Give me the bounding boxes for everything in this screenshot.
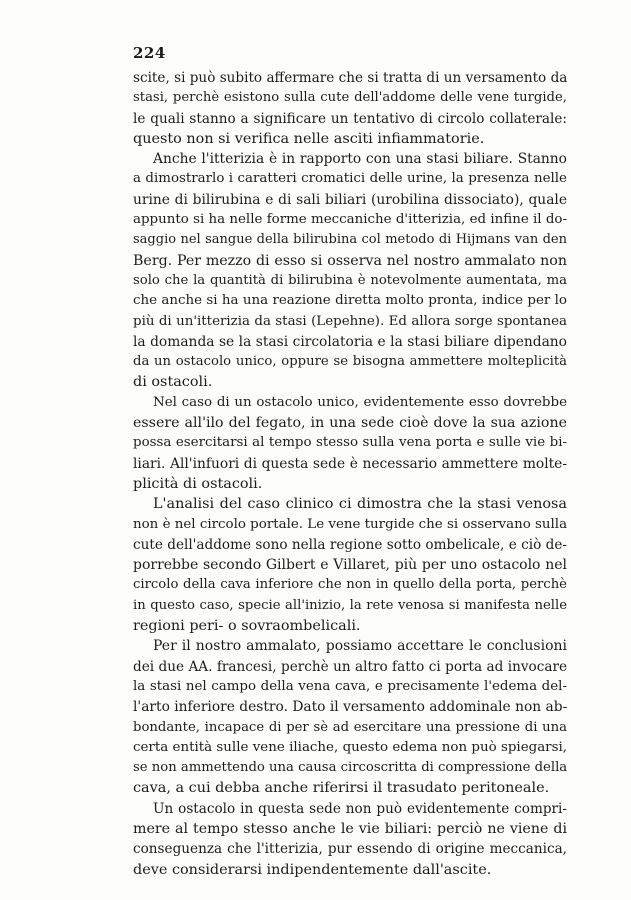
text-line: le quali stanno a significare un tentativo di circolo collaterale: — [133, 110, 567, 127]
text-line: Berg. Per mezzo di esso si osserva nel nostro ammalato non — [133, 252, 567, 269]
text-line: a dimostrarlo i caratteri cromatici delle urine, la presenza nelle — [133, 171, 567, 187]
text-line: scite, si può subito affermare che si tratta di un versamento da — [133, 70, 567, 86]
text-line: essere all'ilo del fegato, in una sede cioè dove la sua azione — [133, 415, 567, 432]
text-line: cava, a cui debba anche riferirsi il trasudato peritoneale. — [133, 780, 550, 797]
text-line: Un ostacolo in questa sede non può evidentemente compri- — [153, 800, 567, 817]
text-line: liari. All'infuori di questa sede è necessario ammettere molte- — [133, 455, 567, 472]
text-line: regioni peri- o sovraombelicali. — [133, 618, 361, 635]
body-text — [133, 68, 567, 880]
text-line: questo non si verifica nelle asciti infiammatorie. — [133, 130, 485, 147]
text-line: l'arto inferiore destro. Dato il versamento addominale non ab- — [133, 699, 567, 716]
text-line: mere al tempo stesso anche le vie biliari: perciò ne viene di — [133, 820, 567, 837]
text-line: L'analisi del caso clinico ci dimostra che la stasi venosa — [153, 496, 567, 513]
text-line: possa esercitarsi al tempo stesso sulla vena porta e sulle vie bi- — [133, 435, 567, 451]
text-line: in questo caso, specie all'inizio, la rete venosa si manifesta nelle — [133, 597, 567, 613]
text-line: la stasi nel campo della vena cava, e precisamente l'edema del- — [133, 678, 567, 694]
text-line: non è nel circolo portale. Le vene turgide che si osservano sulla — [133, 516, 567, 532]
text-line: la domanda se la stasi circolatoria e la stasi biliare dipendano — [133, 333, 567, 350]
text-line: plicità di ostacoli. — [133, 475, 263, 492]
text-line: Nel caso di un ostacolo unico, evidentemente esso dovrebbe — [153, 394, 567, 410]
text-line: stasi, perchè esistono sulla cute dell'addome delle vene turgide, — [133, 90, 567, 106]
text-line: più di un'itterizia da stasi (Lepehne). Ed allora sorge spontanea — [133, 313, 567, 329]
text-line: da un ostacolo unico, oppure se bisogna ammettere molteplicità — [133, 354, 567, 370]
text-line: porrebbe secondo Gilbert e Villaret, più per uno ostacolo nel — [133, 557, 567, 574]
text-line: che anche si ha una reazione diretta molto pronta, indice per lo — [133, 293, 567, 309]
text-line: Anche l'itterizia è in rapporto con una stasi biliare. Stanno — [153, 151, 567, 168]
text-line: se non ammettendo una causa circoscritta di compressione della — [133, 760, 567, 776]
text-line: deve considerarsi indipendentemente dall'ascite. — [133, 861, 492, 878]
text-line: Per il nostro ammalato, possiamo accettare le conclusioni — [153, 638, 567, 655]
text-line: dei due AA. francesi, perchè un altro fatto ci porta ad invocare — [133, 658, 567, 675]
text-line: bondante, incapace di per sè ad esercitare una pressione di una — [133, 719, 567, 735]
page-number: 224 — [133, 44, 166, 62]
text-line: conseguenza che l'itterizia, pur essendo di origine meccanica, — [133, 841, 567, 858]
text-line: cute dell'addome sono nella regione sotto ombelicale, e ciò de- — [133, 536, 567, 553]
text-line: saggio nel sangue della bilirubina col metodo di Hijmans van den — [133, 232, 567, 248]
text-line: certa entità sulle vene iliache, questo edema non può spiegarsi, — [133, 739, 567, 755]
text-line: urine di bilirubina e di sali biliari (urobilina dissociato), quale — [133, 191, 567, 208]
text-line: di ostacoli. — [133, 374, 213, 391]
text-line: appunto si ha nelle forme meccaniche d'itterizia, ed infine il do- — [133, 212, 567, 228]
text-line: circolo della cava inferiore che non in quello della porta, perchè — [133, 577, 567, 593]
text-line: solo che la quantità di bilirubina è notevolmente aumentata, ma — [133, 272, 567, 288]
